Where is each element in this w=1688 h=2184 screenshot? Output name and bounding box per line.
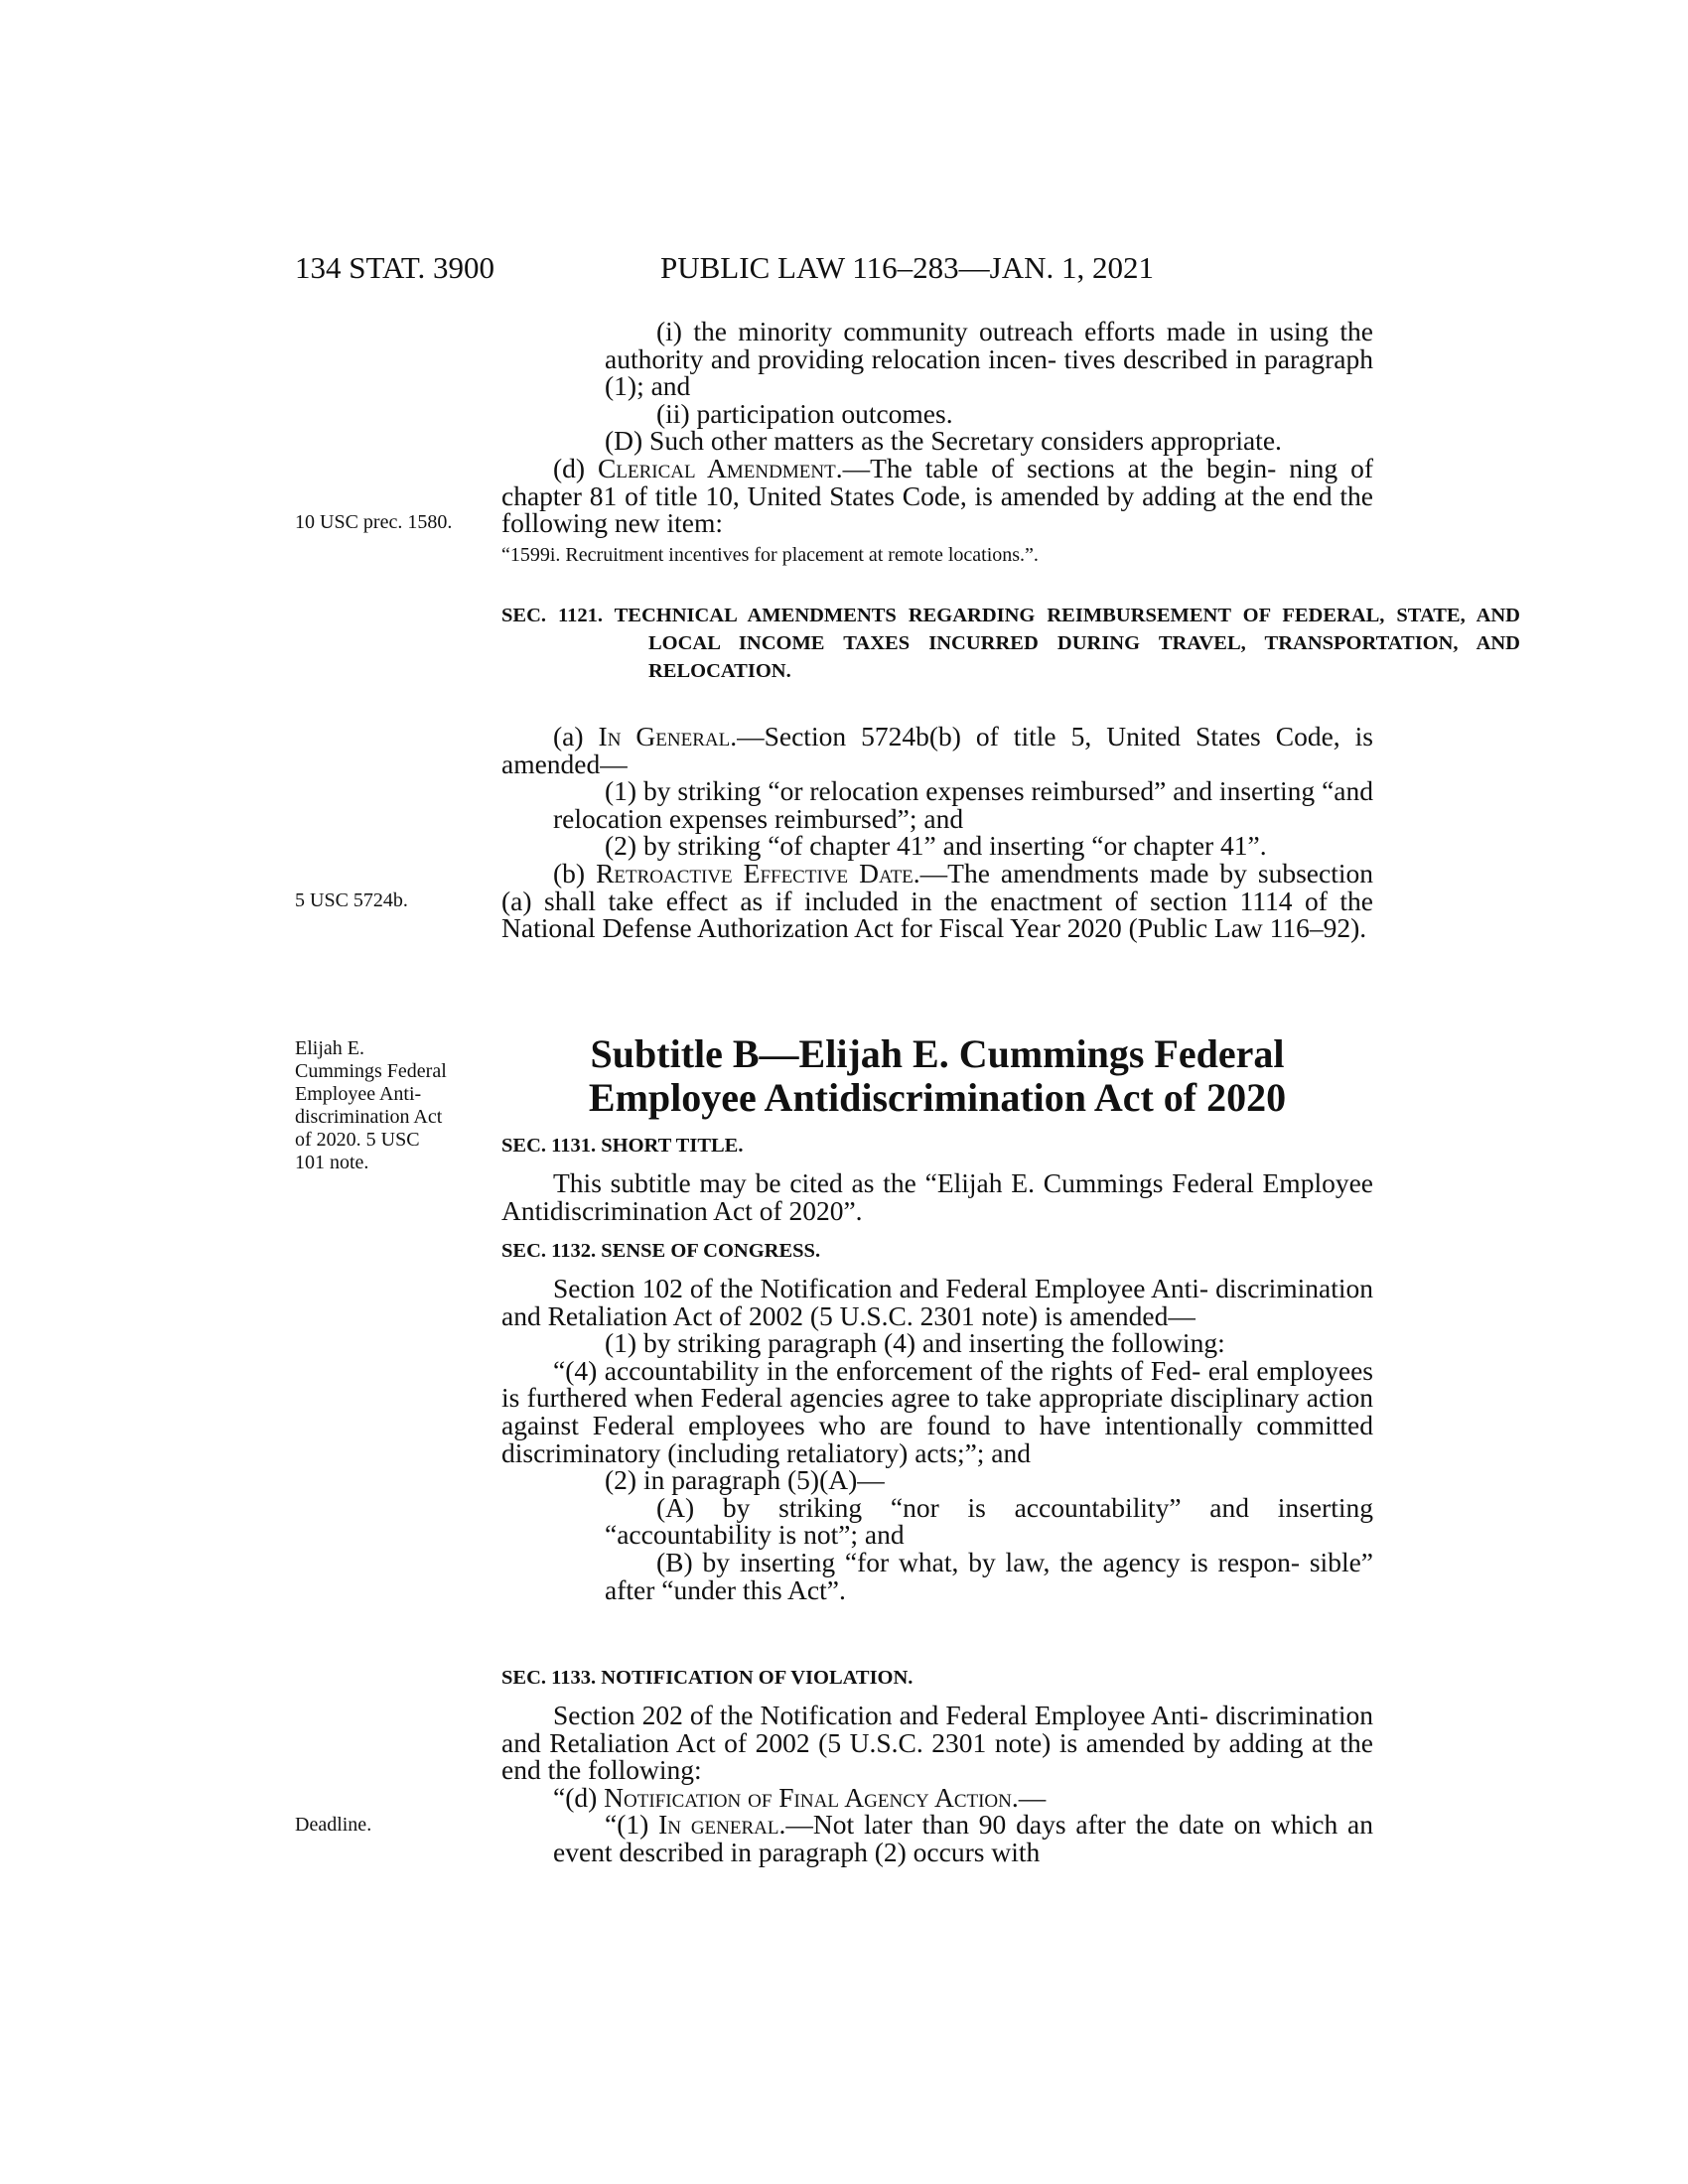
body-block-1132 — [501, 1275, 1373, 1603]
paragraph-quoted-4: “(4) accountability in the enforcement of the rights of Fed- eral employees is furthered when Federal agencies agree to take appropriate disciplinary action against Federal employees who are found to have intentionally committed discriminatory (including retaliatory) acts;”; and — [501, 1354, 1373, 1468]
paragraph-lead: “(d) — [553, 1781, 605, 1813]
paragraph-section-102: Section 102 of the Notification and Federal Employee Anti- discrimination and Retaliation Act of 2002 (5 U.S.C. 2301 note) is amended— — [501, 1273, 1373, 1331]
subtitle-line-1: Subtitle B—Elijah E. Cummings Federal — [590, 1031, 1285, 1076]
paragraph-short-title: This subtitle may be cited as the “Elijah E. Cummings Federal Employee Antidiscrimination Act of 2020”. — [501, 1167, 1373, 1226]
body-block-top — [501, 318, 1373, 567]
paragraph-text: .—The amendments made by subsection (a) shall take effect as if included in the enactment of section 1114 of the National Defense Authorization Act for Fiscal Year 2020 (Public Law 116–92). — [501, 857, 1373, 944]
margin-note-deadline: Deadline. — [295, 1814, 372, 1836]
paragraph-heading: Notification of Final Agency Action — [604, 1781, 1012, 1813]
paragraph-ii: (ii) participation outcomes. — [656, 397, 953, 429]
paragraph-lead: (b) — [553, 857, 597, 888]
paragraph-d-clerical — [501, 452, 1373, 539]
margin-note-5724b: 5 USC 5724b. — [295, 889, 408, 911]
paragraph-A: (A) by striking “nor is accountability” and inserting “accountability is not”; and — [605, 1491, 1373, 1551]
subtitle-line-2: Employee Antidiscrimination Act of 2020 — [588, 1075, 1287, 1120]
paragraph-text: .— — [1011, 1781, 1047, 1813]
paragraph-i: (i) the minority community outreach efforts made in using the authority and providing relocation incen- tives described in paragraph (1); and — [605, 316, 1373, 402]
paragraph-1: (1) by striking “or relocation expenses reimbursed” and inserting “and relocation expenses reimbursed”; and — [553, 775, 1373, 834]
margin-note-usc-prec: 10 USC prec. 1580. — [295, 511, 453, 533]
margin-note-short-title: Elijah E. Cummings Federal Employee Anti- discrimination Act of 2020. 5 USC 101 note. — [295, 1037, 447, 1173]
section-heading-1132: SEC. 1132. SENSE OF CONGRESS. — [501, 1240, 821, 1262]
section-heading-1121: SEC. 1121. TECHNICAL AMENDMENTS REGARDING REIMBURSEMENT OF FEDERAL, STATE, AND LOCAL INCOME TAXES INCURRED DURING TRAVEL, TRANSPORTATION, AND RELOCATION. — [501, 605, 1520, 682]
section-heading-1131: SEC. 1131. SHORT TITLE. — [501, 1135, 744, 1157]
paragraph-a-general — [501, 723, 1373, 777]
running-title: PUBLIC LAW 116–283—JAN. 1, 2021 — [660, 250, 1154, 285]
body-block-1131 — [501, 1169, 1373, 1224]
paragraph-1-striking: (1) by striking paragraph (4) and inserting the following: — [605, 1327, 1225, 1359]
paragraph-2-5A: (2) in paragraph (5)(A)— — [605, 1464, 885, 1496]
table-item: “1599i. Recruitment incentives for placement at remote locations.”. — [501, 543, 1039, 566]
paragraph-D: (D) Such other matters as the Secretary considers appropriate. — [605, 425, 1282, 457]
page-stat: 134 STAT. 3900 — [295, 250, 495, 285]
paragraph-B: (B) by inserting “for what, by law, the agency is respon- sible” after “under this Act”. — [605, 1546, 1373, 1605]
body-block-1121 — [501, 723, 1373, 942]
section-heading-1133: SEC. 1133. NOTIFICATION OF VIOLATION. — [501, 1667, 914, 1689]
paragraph-text: .—Not later than 90 days after the date on which an event described in paragraph (2) occurs with — [553, 1809, 1373, 1867]
paragraph-heading: Retroactive Effective Date — [596, 857, 914, 888]
paragraph-d-notification — [501, 1781, 1373, 1813]
paragraph-heading: Clerical Amendment — [598, 452, 836, 483]
paragraph-1-in-general — [501, 1811, 1373, 1865]
paragraph-section-202: Section 202 of the Notification and Federal Employee Anti- discrimination and Retaliation Act of 2002 (5 U.S.C. 2301 note) is amended by adding at the end the following: — [501, 1700, 1373, 1786]
paragraph-lead: “(1) — [605, 1809, 659, 1841]
paragraph-text: .—Section 5724b(b) of title 5, United States Code, is amended— — [501, 721, 1374, 779]
paragraph-lead: (d) — [553, 452, 599, 483]
paragraph-b-retroactive — [501, 857, 1373, 944]
body-block-1133 — [501, 1702, 1373, 1866]
paragraph-2: (2) by striking “of chapter 41” and inserting “or chapter 41”. — [605, 830, 1267, 862]
paragraph-text: .—The table of sections at the begin- ning of chapter 81 of title 10, United States Code, is amended by adding at the end the following new item: — [501, 452, 1373, 539]
subtitle-heading — [501, 1032, 1373, 1120]
paragraph-lead: (a) — [553, 721, 599, 751]
paragraph-heading: In general — [658, 1809, 779, 1841]
paragraph-heading: In General — [598, 721, 731, 751]
